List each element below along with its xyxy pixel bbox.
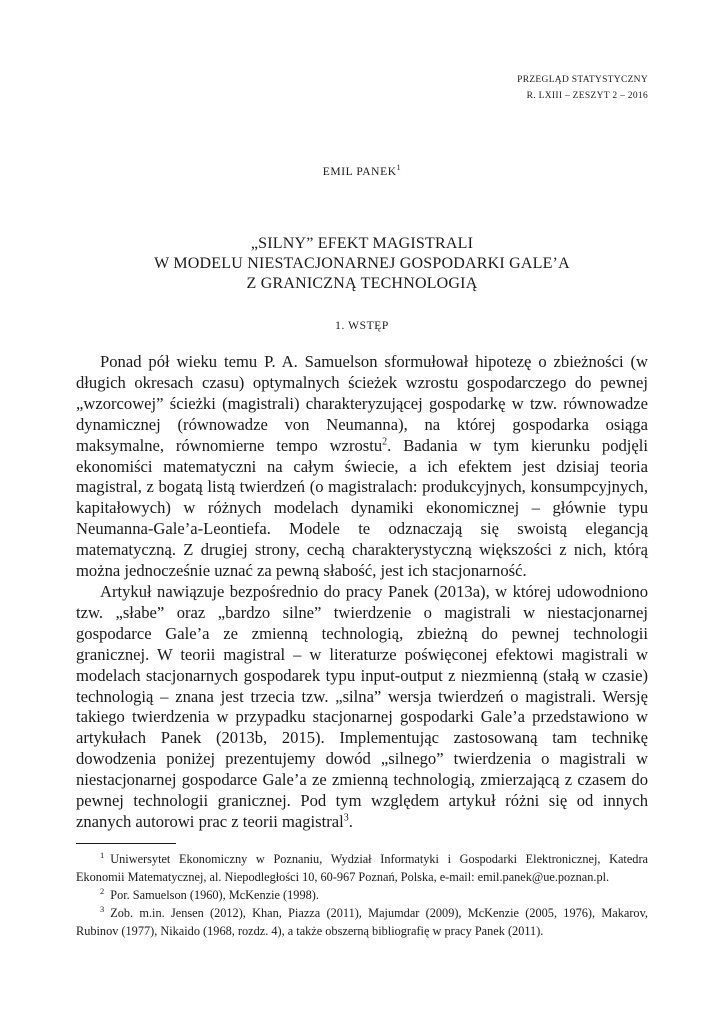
title-line-2: W MODELU NIESTACJONARNEJ GOSPODARKI GALE’A	[154, 255, 570, 272]
paragraph-1	[76, 352, 648, 582]
journal-name: PRZEGLĄD STATYSTYCZNY	[517, 75, 648, 85]
title-line-1: „SILNY” EFEKT MAGISTRALI	[250, 235, 474, 252]
footnote-ref-3: 3	[343, 812, 349, 824]
paragraph-2	[76, 582, 648, 833]
title-line-3: Z GRANICZNĄ TECHNOLOGIĄ	[246, 275, 478, 292]
footnote-2	[76, 886, 648, 904]
footnote-3-mark: 3	[100, 903, 105, 914]
paragraph-2-text-a: Artykuł nawiązuje bezpośrednio do pracy Panek (2013a), w której udowodniono tzw. „słabe” oraz „bardzo silne” twierdzenie o magistrali w niestacjonarnej gospodarce Gale’a ze zmienną technologią, zbieżną do pewnej technologii granicznej. W teorii magistral – w literaturze poświęconej efektowi magistrali w modelach stacjonarnych gospodarek typu input-output z niezmienną (stałą w czasie) technologią – znana jest trzecia tzw. „silna” wersja twierdzeń o magistrali. Wersję takiego twierdzenia w przypadku stacjonarnej gospodarki Gale’a przedstawiono w artykułach Panek (2013b, 2015). Implementując zastosowaną tam technikę dowodzenia poniżej prezentujemy dowód „silnego” twierdzenia o magistrali w niestacjonarnej gospodarce Gale’a ze zmienną technologią, zmierzającą z czasem do pewnej technologii granicznej. Pod tym względem artykuł różni się od innych znanych autorowi prac z teorii magistral	[76, 581, 648, 831]
body-text	[76, 352, 648, 833]
section-heading: 1. WSTĘP	[335, 320, 389, 332]
journal-header	[517, 72, 648, 104]
footnotes	[76, 850, 648, 940]
footnote-3-text: Zob. m.in. Jensen (2012), Khan, Piazza (2011), Majumdar (2009), McKenzie (2005, 1976), Makarov, Rubinov (1977), Nikaido (1968, rozdz. 4), a także obszerną bibliografię w pracy Panek (2011).	[76, 906, 648, 938]
author-name: EMIL PANEK	[322, 166, 397, 178]
author-footnote-mark: 1	[396, 163, 402, 173]
author-line	[0, 163, 724, 178]
paper-title	[0, 234, 724, 294]
footnote-ref-2: 2	[382, 436, 388, 448]
footnote-1-text: Uniwersytet Ekonomiczny w Poznaniu, Wydział Informatyki i Gospodarki Elektronicznej, Katedra Ekonomii Matematycznej, al. Niepodległości 10, 60-967 Poznań, Polska, e-mail: emil.panek@ue.poznan.pl.	[76, 852, 648, 884]
paragraph-1-text-b: . Badania w tym kierunku podjęli ekonomiści matematyczni na całym świecie, a ich efektem jest dzisiaj teoria magistral, z bogatą listą twierdzeń (o magistralach: produkcyjnych, konsumpcyjnych, kapitałowych) w różnych modelach dynamiki ekonomicznej – głównie typu Neumanna-Gale’a-Leontiefa. Modele te odznaczają się swoistą elegancją matematyczną. Z drugiej strony, cechą charakterystyczną większości z nich, którą można jednocześnie uznać za pewną słabość, jest ich stacjonarność.	[76, 435, 648, 581]
footnote-divider	[76, 843, 176, 844]
footnote-2-mark: 2	[100, 885, 105, 896]
paragraph-1-text-a: Ponad pół wieku temu P. A. Samuelson sformułował hipotezę o zbieżności (w długich okresach czasu) optymalnych ścieżek wzrostu gospodarczego do pewnej „wzorcowej” ścieżki (magistrali) charakteryzującej gospodarkę w tzw. równowadze dynamicznej (równowadze von Neumanna), na której gospodarka osiąga maksymalne, równomierne tempo wzrostu	[76, 352, 648, 455]
footnote-1	[76, 850, 648, 886]
journal-issue: R. LXIII – ZESZYT 2 – 2016	[526, 91, 648, 101]
paragraph-2-text-b: .	[348, 811, 353, 831]
footnote-2-text: Por. Samuelson (1960), McKenzie (1998).	[110, 888, 319, 902]
footnote-1-mark: 1	[100, 849, 105, 860]
footnote-3	[76, 904, 648, 940]
